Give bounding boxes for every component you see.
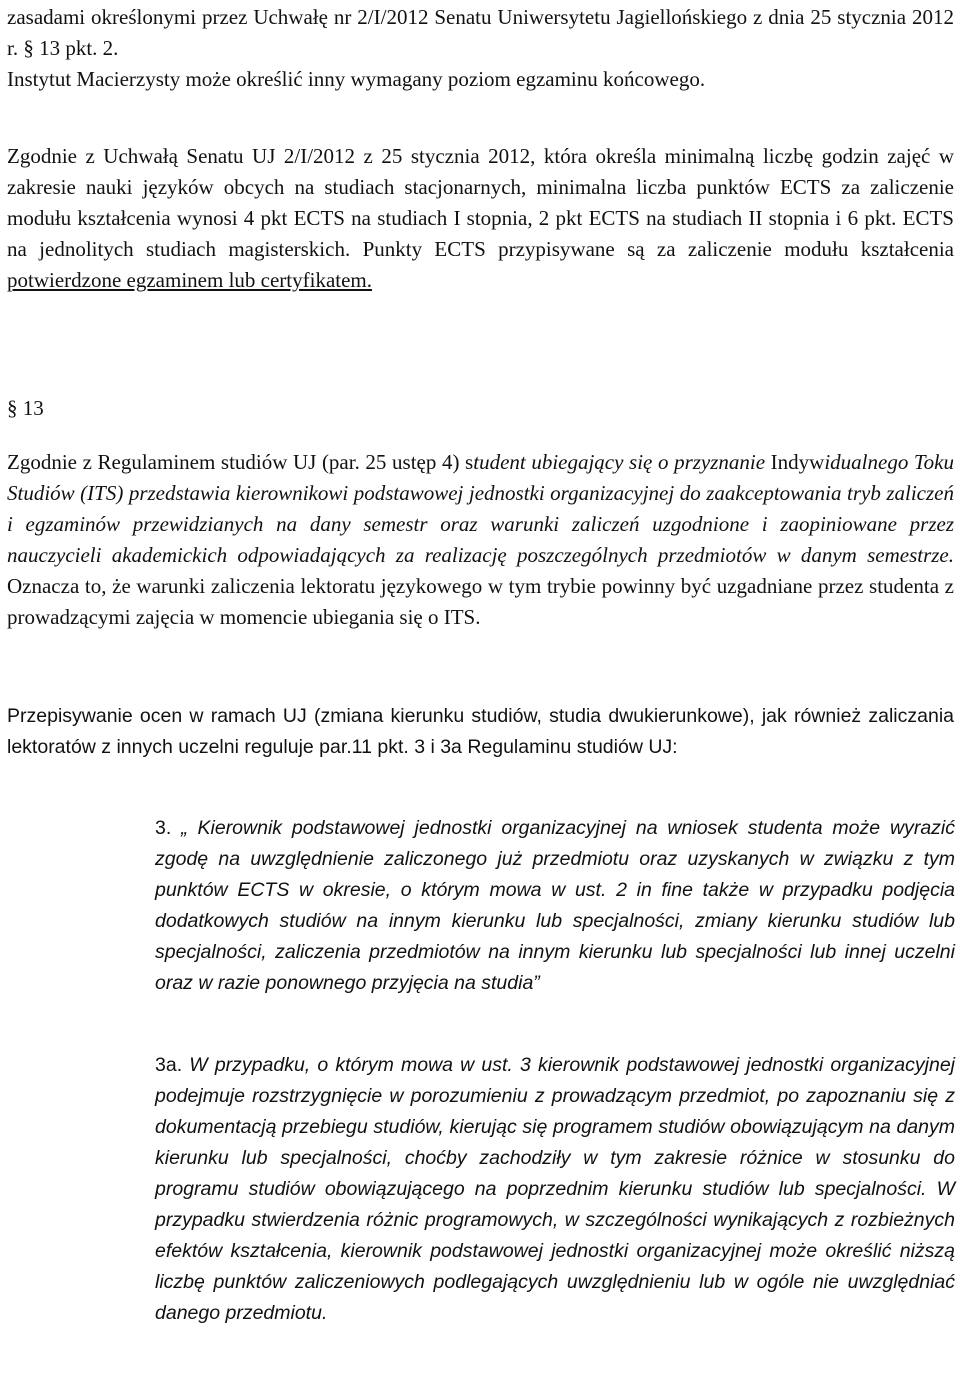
section-heading (7, 393, 954, 424)
its-text-a: Zgodnie z Regulaminem studiów UJ (par. 25 ustęp 4) s (7, 450, 474, 474)
its-text-d: Oznacza to, że warunki zaliczenia lektoratu językowego w tym trybie powinny być uzgadniane przez studenta z prowadzącymi zajęcia w momencie ubiegania się o ITS. (7, 574, 954, 629)
paragraph-ects (7, 141, 954, 296)
quote-3-number: 3. (155, 817, 182, 839)
instytut-text: Instytut Macierzysty może określić inny wymagany poziom egzaminu końcowego. (7, 67, 706, 91)
paragraph-uchwala-ref (7, 2, 954, 64)
paragraph-przepisywanie (7, 701, 954, 763)
paragraph-its (7, 447, 954, 633)
przepisywanie-text: Przepisywanie ocen w ramach UJ (zmiana kierunku studiów, studia dwukierunkowe), jak również zaliczania lektoratów z innych uczelni reguluje par.11 pkt. 3 i 3a Regulaminu studiów UJ: (7, 705, 954, 758)
section-number: § 13 (7, 396, 44, 420)
uchwala-ref-text: zasadami określonymi przez Uchwałę nr 2/I/2012 Senatu Uniwersytetu Jagiellońskiego z dnia 25 stycznia 2012 r. § 13 pkt. 2. (7, 5, 954, 60)
its-text-b: Indyw (765, 450, 825, 474)
its-text-italic: tudent ubiegający się o przyznanie (473, 450, 766, 474)
quote-point-3a (155, 1050, 955, 1329)
quote-3a-number: 3a. (155, 1054, 190, 1076)
paragraph-instytut (7, 64, 954, 95)
ects-text: Zgodnie z Uchwałą Senatu UJ 2/I/2012 z 25 stycznia 2012, która określa minimalną liczbę godzin zajęć w zakresie nauki języków obcych na studiach stacjonarnych, minimalna liczba punktów ECTS za zaliczenie modułu kształcenia wynosi 4 pkt ECTS na studiach I stopnia, 2 pkt ECTS na studiach II stopnia i 6 pkt. ECTS na jednolitych studiach magisterskich. Punkty ECTS przypisywane są za zaliczenie modułu kształcenia (7, 144, 954, 261)
quote-3-text: „ Kierownik podstawowej jednostki organizacyjnej na wniosek studenta może wyrazić zgodę na uwzględnienie zaliczonego już przedmiotu oraz uzyskanych w związku z tym punktów ECTS w okresie, o którym mowa w ust. 2 in fine także w przypadku podjęcia dodatkowych studiów na innym kierunku lub specjalności, zmiany kierunku studiów lub specjalności, zaliczenia przedmiotów na innym kierunku lub specjalności lub innej uczelni oraz w razie ponownego przyjęcia na studia” (155, 817, 955, 994)
quote-3a-text: W przypadku, o którym mowa w ust. 3 kierownik podstawowej jednostki organizacyjnej podejmuje rozstrzygnięcie w porozumieniu z prowadzącym przedmiot, po zapoznaniu się z dokumentacją przebiegu studiów, kierując się programem studiów obowiązującym na danym kierunku lub specjalności, choćby zachodziły w tym zakresie różnice w stosunku do programu studiów obowiązującego na poprzednim kierunku studiów lub specjalności. W przypadku stwierdzenia różnic programowych, w szczególności wynikających z rozbieżnych efektów kształcenia, kierownik podstawowej jednostki organizacyjnej może określić niższą liczbę punktów zaliczeniowych podlegających uwzględnieniu lub w ogóle nie uwzględniać danego przedmiotu. (155, 1054, 956, 1324)
quote-point-3 (155, 813, 955, 999)
its-text-italic-2: idualnego Toku Studiów (ITS) przedstawia kierownikowi podstawowej jednostki organizacyjnej do zaakceptowania tryb zaliczeń i egzaminów przewidzianych na dany semestr oraz warunki zaliczeń uzgodnione i zaopiniowane przez nauczycieli akademickich odpowiadających za realizację poszczególnych przedmiotów w danym semestrze. (7, 450, 955, 567)
ects-underlined-text: potwierdzone egzaminem lub certyfikatem. (7, 268, 373, 292)
